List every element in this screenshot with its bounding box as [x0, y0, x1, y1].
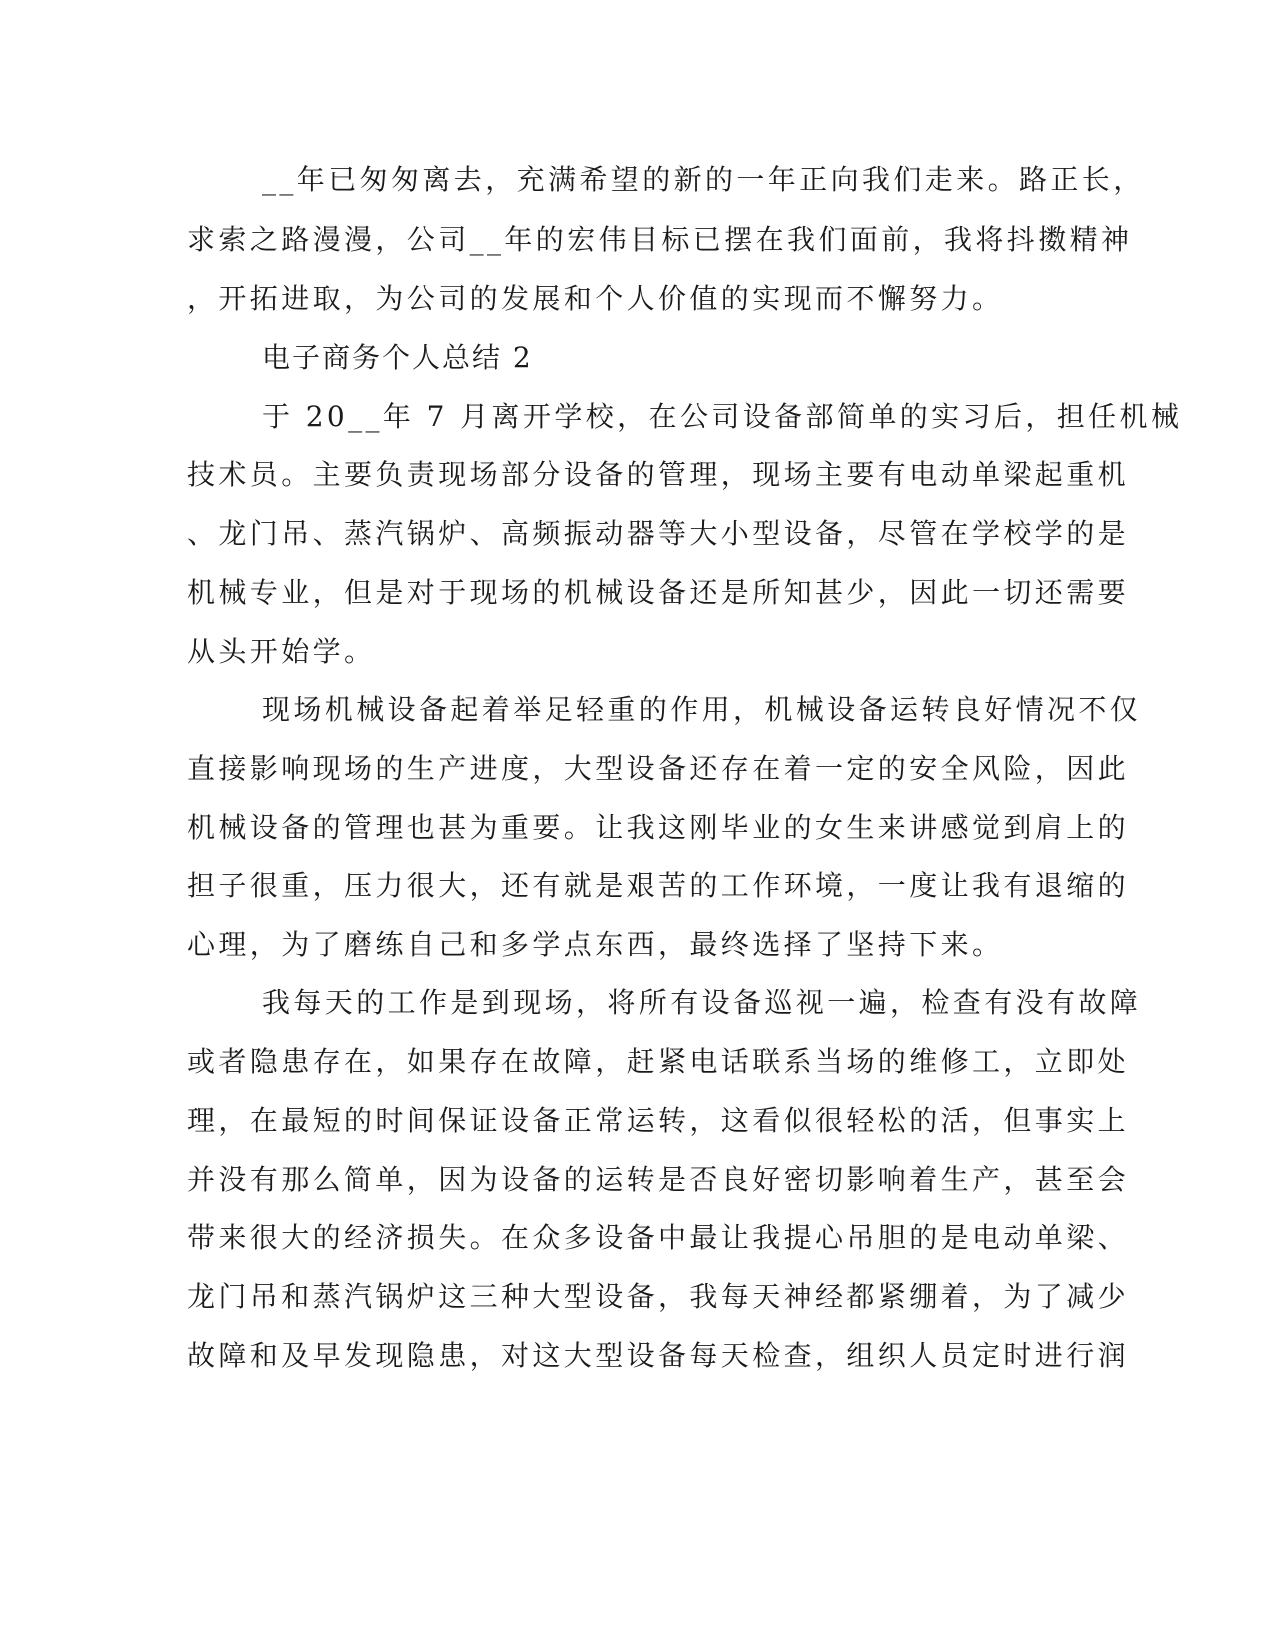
- paragraph-line: 直接影响现场的生产进度，大型设备还存在着一定的安全风险，因此: [187, 752, 1130, 785]
- paragraph-line: 机械设备的管理也甚为重要。让我这刚毕业的女生来讲感觉到肩上的: [187, 811, 1130, 844]
- section-heading: 电子商务个人总结 2: [262, 341, 533, 374]
- paragraph-line: 故障和及早发现隐患，对这大型设备每天检查，组织人员定时进行润: [187, 1339, 1130, 1372]
- paragraph-line: 技术员。主要负责现场部分设备的管理，现场主要有电动单梁起重机: [187, 458, 1130, 491]
- paragraph-line: 担子很重，压力很大，还有就是艰苦的工作环境，一度让我有退缩的: [187, 869, 1130, 902]
- paragraph-line: 龙门吊和蒸汽锅炉这三种大型设备，我每天神经都紧绷着，为了减少: [187, 1280, 1130, 1313]
- paragraph-line: 理，在最短的时间保证设备正常运转，这看似很轻松的活，但事实上: [187, 1104, 1130, 1137]
- paragraph-line: 现场机械设备起着举足轻重的作用，机械设备运转良好情况不仅: [262, 693, 1142, 726]
- paragraph-line: 于 20__年 7 月离开学校，在公司设备部简单的实习后，担任机械: [262, 400, 1183, 433]
- paragraph-line: 求索之路漫漫，公司__年的宏伟目标已摆在我们面前，我将抖擞精神: [187, 223, 1133, 256]
- paragraph-line: 机械专业，但是对于现场的机械设备还是所知甚少，因此一切还需要: [187, 576, 1130, 609]
- paragraph-line: 心理，为了磨练自己和多学点东西，最终选择了坚持下来。: [187, 928, 1004, 961]
- paragraph-line: 从头开始学。: [187, 635, 376, 668]
- paragraph-line: __年已匆匆离去，充满希望的新的一年正向我们走来。路正长，: [262, 163, 1145, 196]
- paragraph-line: ，开拓进取，为公司的发展和个人价值的实现而不懈努力。: [187, 282, 1004, 315]
- paragraph-line: 或者隐患存在，如果存在故障，赶紧电话联系当场的维修工，立即处: [187, 1045, 1130, 1078]
- paragraph-line: 带来很大的经济损失。在众多设备中最让我提心吊胆的是电动单梁、: [187, 1221, 1130, 1254]
- paragraph-line: 、龙门吊、蒸汽锅炉、高频振动器等大小型设备，尽管在学校学的是: [187, 517, 1130, 550]
- paragraph-line: 我每天的工作是到现场，将所有设备巡视一遍，检查有没有故障: [262, 986, 1142, 1019]
- paragraph-line: 并没有那么简单，因为设备的运转是否良好密切影响着生产，甚至会: [187, 1163, 1130, 1196]
